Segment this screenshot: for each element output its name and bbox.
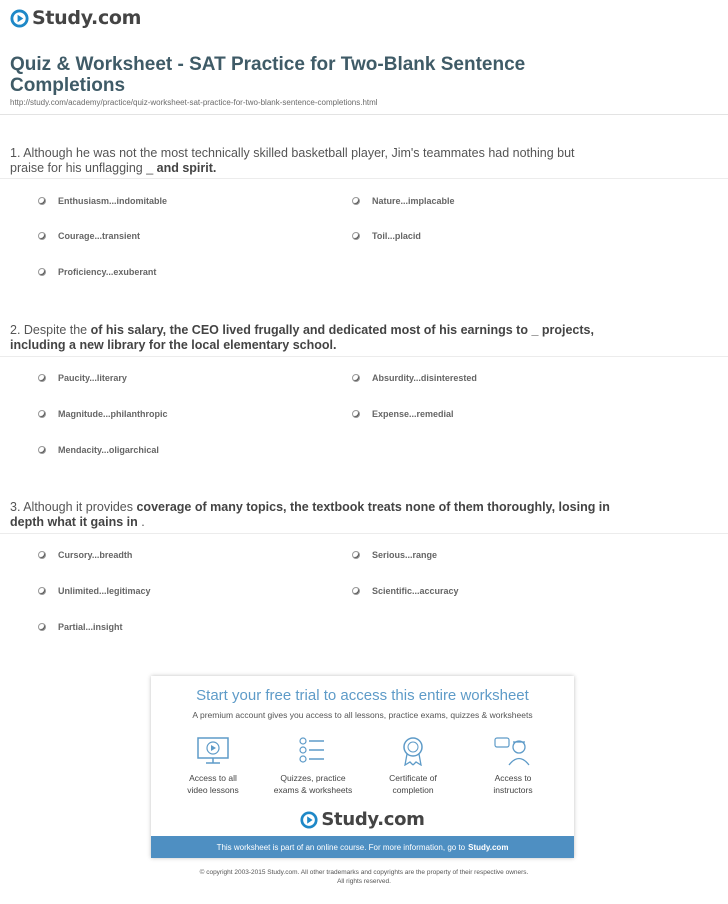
banner-subtitle: A premium account gives you access to all lessons, practice exams, quizzes & worksheets: [192, 710, 533, 720]
study-link[interactable]: Study.com: [468, 842, 509, 852]
answer-option[interactable]: Cursory...breadth: [38, 549, 132, 561]
page-title: Quiz & Worksheet - SAT Practice for Two-Blank Sentence Completions: [10, 54, 526, 96]
divider: [0, 114, 728, 115]
play-logo-icon: [10, 9, 29, 28]
video-icon: [196, 736, 230, 766]
radio-icon[interactable]: [38, 446, 46, 454]
answer-option[interactable]: Enthusiasm...indomitable: [38, 195, 167, 207]
divider: [0, 356, 728, 357]
study-logo[interactable]: [10, 6, 141, 30]
radio-icon[interactable]: [38, 374, 46, 382]
answer-option[interactable]: Toil...placid: [352, 230, 421, 242]
page-url[interactable]: http://study.com/academy/practice/quiz-worksheet-sat-practice-for-two-blank-sentence-completions.html: [10, 98, 378, 107]
radio-icon[interactable]: [38, 623, 46, 631]
answer-option[interactable]: Scientific...accuracy: [352, 585, 459, 597]
feature-certificate: Certificate of completion: [363, 736, 463, 796]
question-2: 2. Despite the of his salary, the CEO lived frugally and dedicated most of his earnings to _ projects, including a new library for the local elementary school.: [10, 323, 594, 352]
radio-icon[interactable]: [352, 374, 360, 382]
answer-option[interactable]: Magnitude...philanthropic: [38, 408, 168, 420]
banner-title[interactable]: Start your free trial to access this entire worksheet: [196, 687, 529, 704]
feature-quizzes: Quizzes, practice exams & worksheets: [263, 736, 363, 796]
radio-icon[interactable]: [38, 587, 46, 595]
radio-icon[interactable]: [38, 410, 46, 418]
feature-instructors: Access to instructors: [463, 736, 563, 796]
answer-option[interactable]: Absurdity...disinterested: [352, 372, 477, 384]
course-info-bar: This worksheet is part of an online course. For more information, go to Study.com: [151, 836, 574, 858]
answer-option[interactable]: Courage...transient: [38, 230, 140, 242]
question-1: 1. Although he was not the most technically skilled basketball player, Jim's teammates had nothing but praise for his unflagging _ and spirit.: [10, 146, 575, 175]
question-3: 3. Although it provides coverage of many topics, the textbook treats none of them thoroughly, losing in depth what it gains in .: [10, 500, 610, 529]
instructor-icon: [493, 736, 533, 766]
radio-icon[interactable]: [352, 587, 360, 595]
radio-icon[interactable]: [38, 232, 46, 240]
answer-option[interactable]: Nature...implacable: [352, 195, 455, 207]
radio-icon[interactable]: [38, 268, 46, 276]
feature-video: Access to all video lessons: [163, 736, 263, 796]
radio-icon[interactable]: [352, 232, 360, 240]
answer-option[interactable]: Serious...range: [352, 549, 437, 561]
copyright: © copyright 2003-2015 Study.com. All other trademarks and copyrights are the property of their respective owners. All rights reserved.: [199, 869, 529, 885]
divider: [0, 178, 728, 179]
radio-icon[interactable]: [38, 197, 46, 205]
banner-logo[interactable]: Study.com: [151, 809, 574, 830]
answer-option[interactable]: Mendacity...oligarchical: [38, 444, 159, 456]
play-logo-icon: [300, 811, 318, 829]
answer-option[interactable]: Expense...remedial: [352, 408, 454, 420]
divider: [0, 533, 728, 534]
radio-icon[interactable]: [352, 410, 360, 418]
certificate-icon: [396, 736, 430, 766]
answer-option[interactable]: Unlimited...legitimacy: [38, 585, 151, 597]
radio-icon[interactable]: [352, 551, 360, 559]
list-icon: [296, 736, 330, 766]
logo-text: Study.com: [32, 7, 142, 29]
answer-option[interactable]: Proficiency...exuberant: [38, 266, 156, 278]
radio-icon[interactable]: [38, 551, 46, 559]
radio-icon[interactable]: [352, 197, 360, 205]
trial-banner[interactable]: [151, 676, 574, 858]
answer-option[interactable]: Paucity...literary: [38, 372, 127, 384]
answer-option[interactable]: Partial...insight: [38, 621, 123, 633]
